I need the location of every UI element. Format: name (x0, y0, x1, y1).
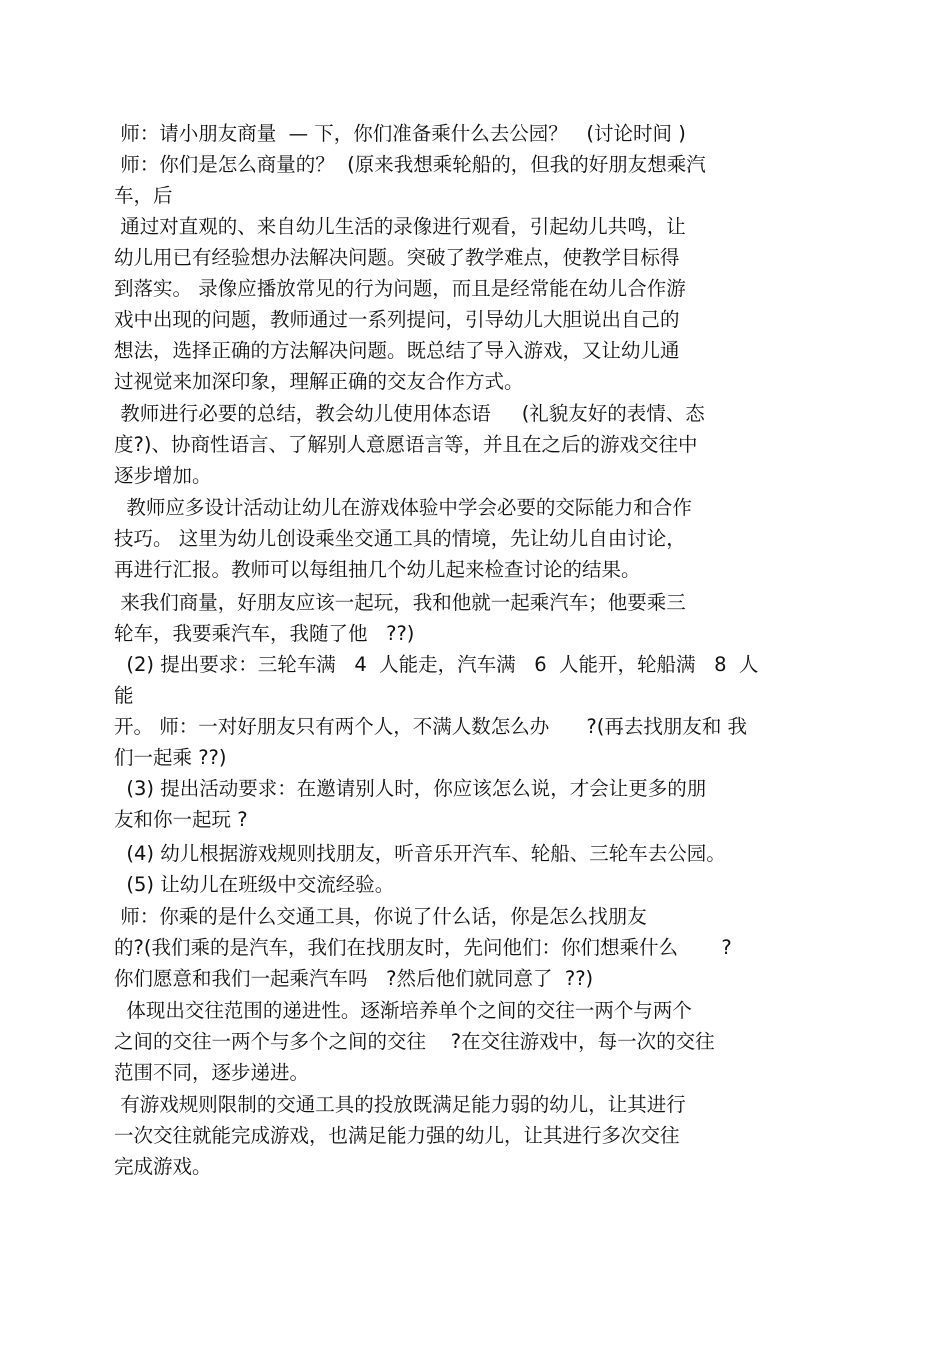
text-line: 们一起乘 ??) (114, 746, 227, 769)
text-line: (5) 让幼儿在班级中交流经验。 (114, 873, 395, 896)
text-line: 过视觉来加深印象，理解正确的交友合作方式。 (114, 370, 524, 393)
text-line: 的?(我们乘的是汽车，我们在找朋友时，先问他们：你们想乘什么 ? (114, 936, 732, 959)
text-line: 师：你们是怎么商量的？ (原来我想乘轮船的，但我的好朋友想乘汽 (114, 153, 706, 176)
text-line: 有游戏规则限制的交通工具的投放既满足能力弱的幼儿，让其进行 (114, 1093, 686, 1116)
text-line: 想法，选择正确的方法解决问题。既总结了导入游戏，又让幼儿通 (114, 339, 680, 362)
text-line: (2) 提出要求：三轮车满 4 人能走，汽车满 6 人能开，轮船满 8 人 (114, 653, 759, 676)
text-line: (3) 提出活动要求：在邀请别人时，你应该怎么说，才会让更多的朋 (114, 777, 707, 800)
text-line: 完成游戏。 (114, 1155, 212, 1178)
text-line: (4) 幼儿根据游戏规则找朋友，听音乐开汽车、轮船、三轮车去公园。 (114, 842, 726, 865)
text-line: 轮车，我要乘汽车，我随了他 ??) (114, 622, 415, 645)
text-line: 范围不同，逐步递进。 (114, 1061, 310, 1084)
text-line: 逐步增加。 (114, 464, 212, 487)
text-line: 技巧。 这里为幼儿创设乘坐交通工具的情境，先让幼儿自由讨论， (114, 527, 686, 550)
text-line: 车，后 (114, 184, 173, 207)
text-line: 之间的交往一两个与多个之间的交往 ?在交往游戏中，每一次的交往 (114, 1030, 715, 1053)
text-line: 师：你乘的是什么交通工具，你说了什么话，你是怎么找朋友 (114, 905, 647, 928)
text-line: 再进行汇报。教师可以每组抽几个幼儿起来检查讨论的结果。 (114, 558, 641, 581)
text-line: 教师应多设计活动让幼儿在游戏体验中学会必要的交际能力和合作 (114, 496, 692, 519)
text-line: 教师进行必要的总结，教会幼儿使用体态语 (礼貌友好的表情、态 (114, 402, 705, 425)
text-line: 度?)、协商性语言、了解别人意愿语言等，并且在之后的游戏交往中 (114, 433, 698, 456)
text-line: 幼儿用已有经验想办法解决问题。突破了教学难点，使教学目标得 (114, 246, 680, 269)
text-line: 一次交往就能完成游戏，也满足能力强的幼儿，让其进行多次交往 (114, 1124, 680, 1147)
text-line: 来我们商量，好朋友应该一起玩，我和他就一起乘汽车；他要乘三 (114, 591, 686, 614)
text-line: 友和你一起玩 ? (114, 808, 248, 831)
text-line: 通过对直观的、来自幼儿生活的录像进行观看，引起幼儿共鸣，让 (114, 215, 686, 238)
text-line: 你们愿意和我们一起乘汽车吗 ?然后他们就同意了 ??) (114, 967, 594, 990)
text-line: 体现出交往范围的递进性。逐渐培养单个之间的交往一两个与两个 (114, 999, 692, 1022)
text-line: 能 (114, 684, 134, 707)
text-line: 开。 师：一对好朋友只有两个人，不满人数怎么办 ?(再去找朋友和 我 (114, 715, 748, 738)
text-line: 师：请小朋友商量 — 下，你们准备乘什么去公园？ (讨论时间 ) (114, 122, 686, 145)
text-line: 戏中出现的问题，教师通过一系列提问，引导幼儿大胆说出自己的 (114, 308, 680, 331)
text-line: 到落实。 录像应播放常见的行为问题，而且是经常能在幼儿合作游 (114, 277, 686, 300)
